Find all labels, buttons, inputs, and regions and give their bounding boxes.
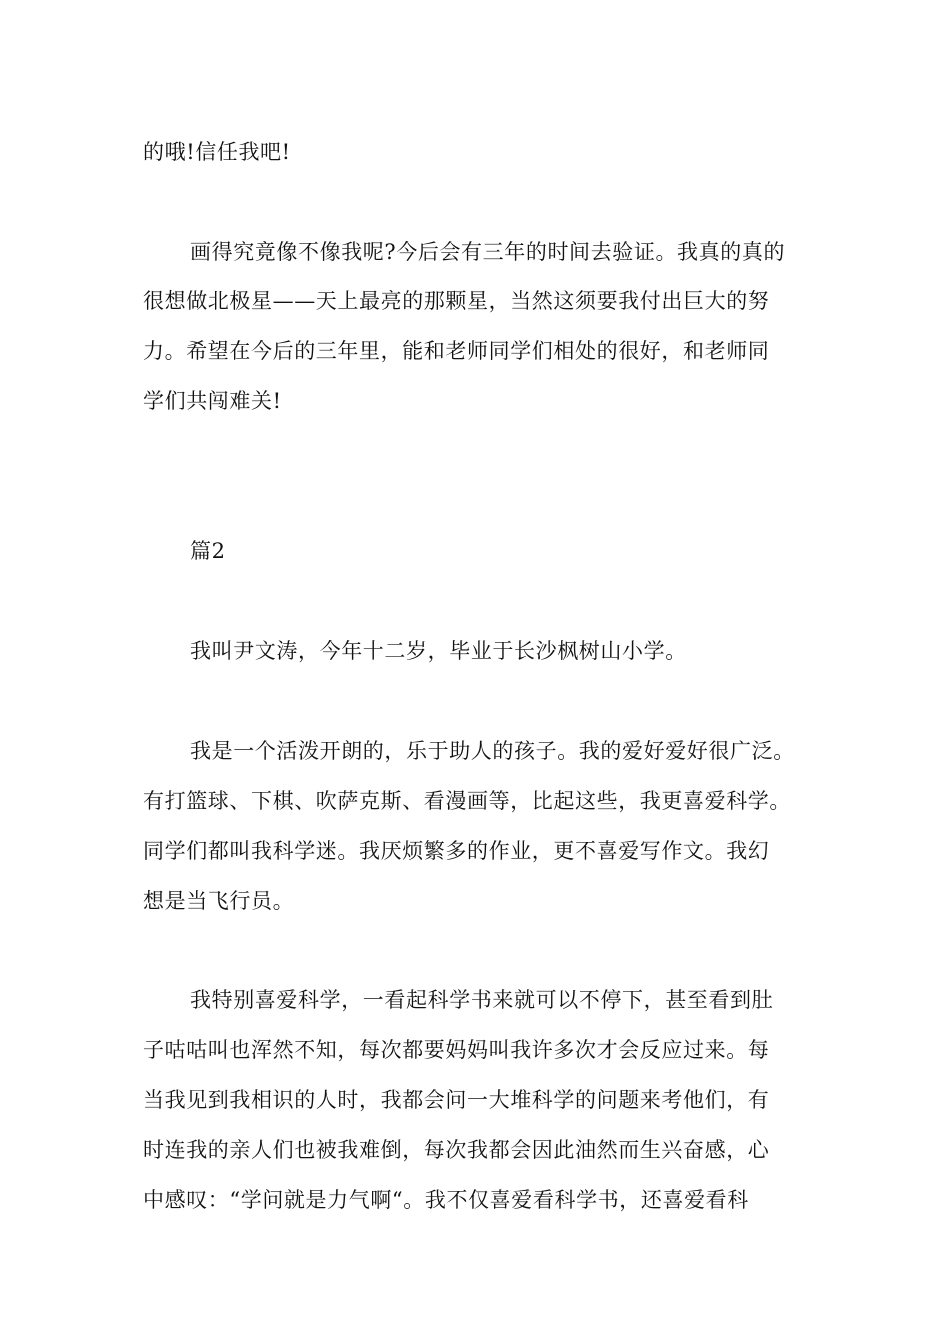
paragraph-4-line-4: 想是当飞行员。 [143, 889, 295, 913]
paragraph-2-line-2: 很想做北极星——天上最亮的那颗星，当然这须要我付出巨大的努 [143, 289, 770, 313]
paragraph-2-line-4: 学们共闯难关! [143, 389, 282, 413]
paragraph-5-line-5: 中感叹：“学问就是力气啊“。我不仅喜爱看科学书，还喜爱看科 [143, 1188, 749, 1212]
paragraph-3-line-1: 我叫尹文涛，今年十二岁，毕业于长沙枫树山小学。 [190, 639, 687, 663]
paragraph-4-line-2: 有打篮球、下棋、吹萨克斯、看漫画等，比起这些，我更喜爱科学。 [143, 789, 791, 813]
paragraph-5-line-1: 我特别喜爱科学，一看起科学书来就可以不停下，甚至看到肚 [190, 988, 774, 1012]
paragraph-4-line-3: 同学们都叫我科学迷。我厌烦繁多的作业，更不喜爱写作文。我幻 [143, 839, 770, 863]
paragraph-2-line-1: 画得究竟像不像我呢?今后会有三年的时间去验证。我真的真的 [190, 240, 786, 264]
paragraph-5-line-3: 当我见到我相识的人时，我都会问一大堆科学的问题来考他们，有 [143, 1088, 770, 1112]
paragraph-5-line-2: 子咕咕叫也浑然不知，每次都要妈妈叫我许多次才会反应过来。每 [143, 1038, 770, 1062]
paragraph-4-line-1: 我是一个活泼开朗的，乐于助人的孩子。我的爱好爱好很广泛。 [190, 739, 795, 763]
paragraph-1-line-1: 的哦!信任我吧! [143, 140, 291, 164]
paragraph-5-line-4: 时连我的亲人们也被我难倒，每次我都会因此油然而生兴奋感，心 [143, 1138, 770, 1162]
paragraph-2-line-3: 力。希望在今后的三年里，能和老师同学们相处的很好，和老师同 [143, 339, 770, 363]
section-heading: 篇2 [190, 539, 226, 563]
